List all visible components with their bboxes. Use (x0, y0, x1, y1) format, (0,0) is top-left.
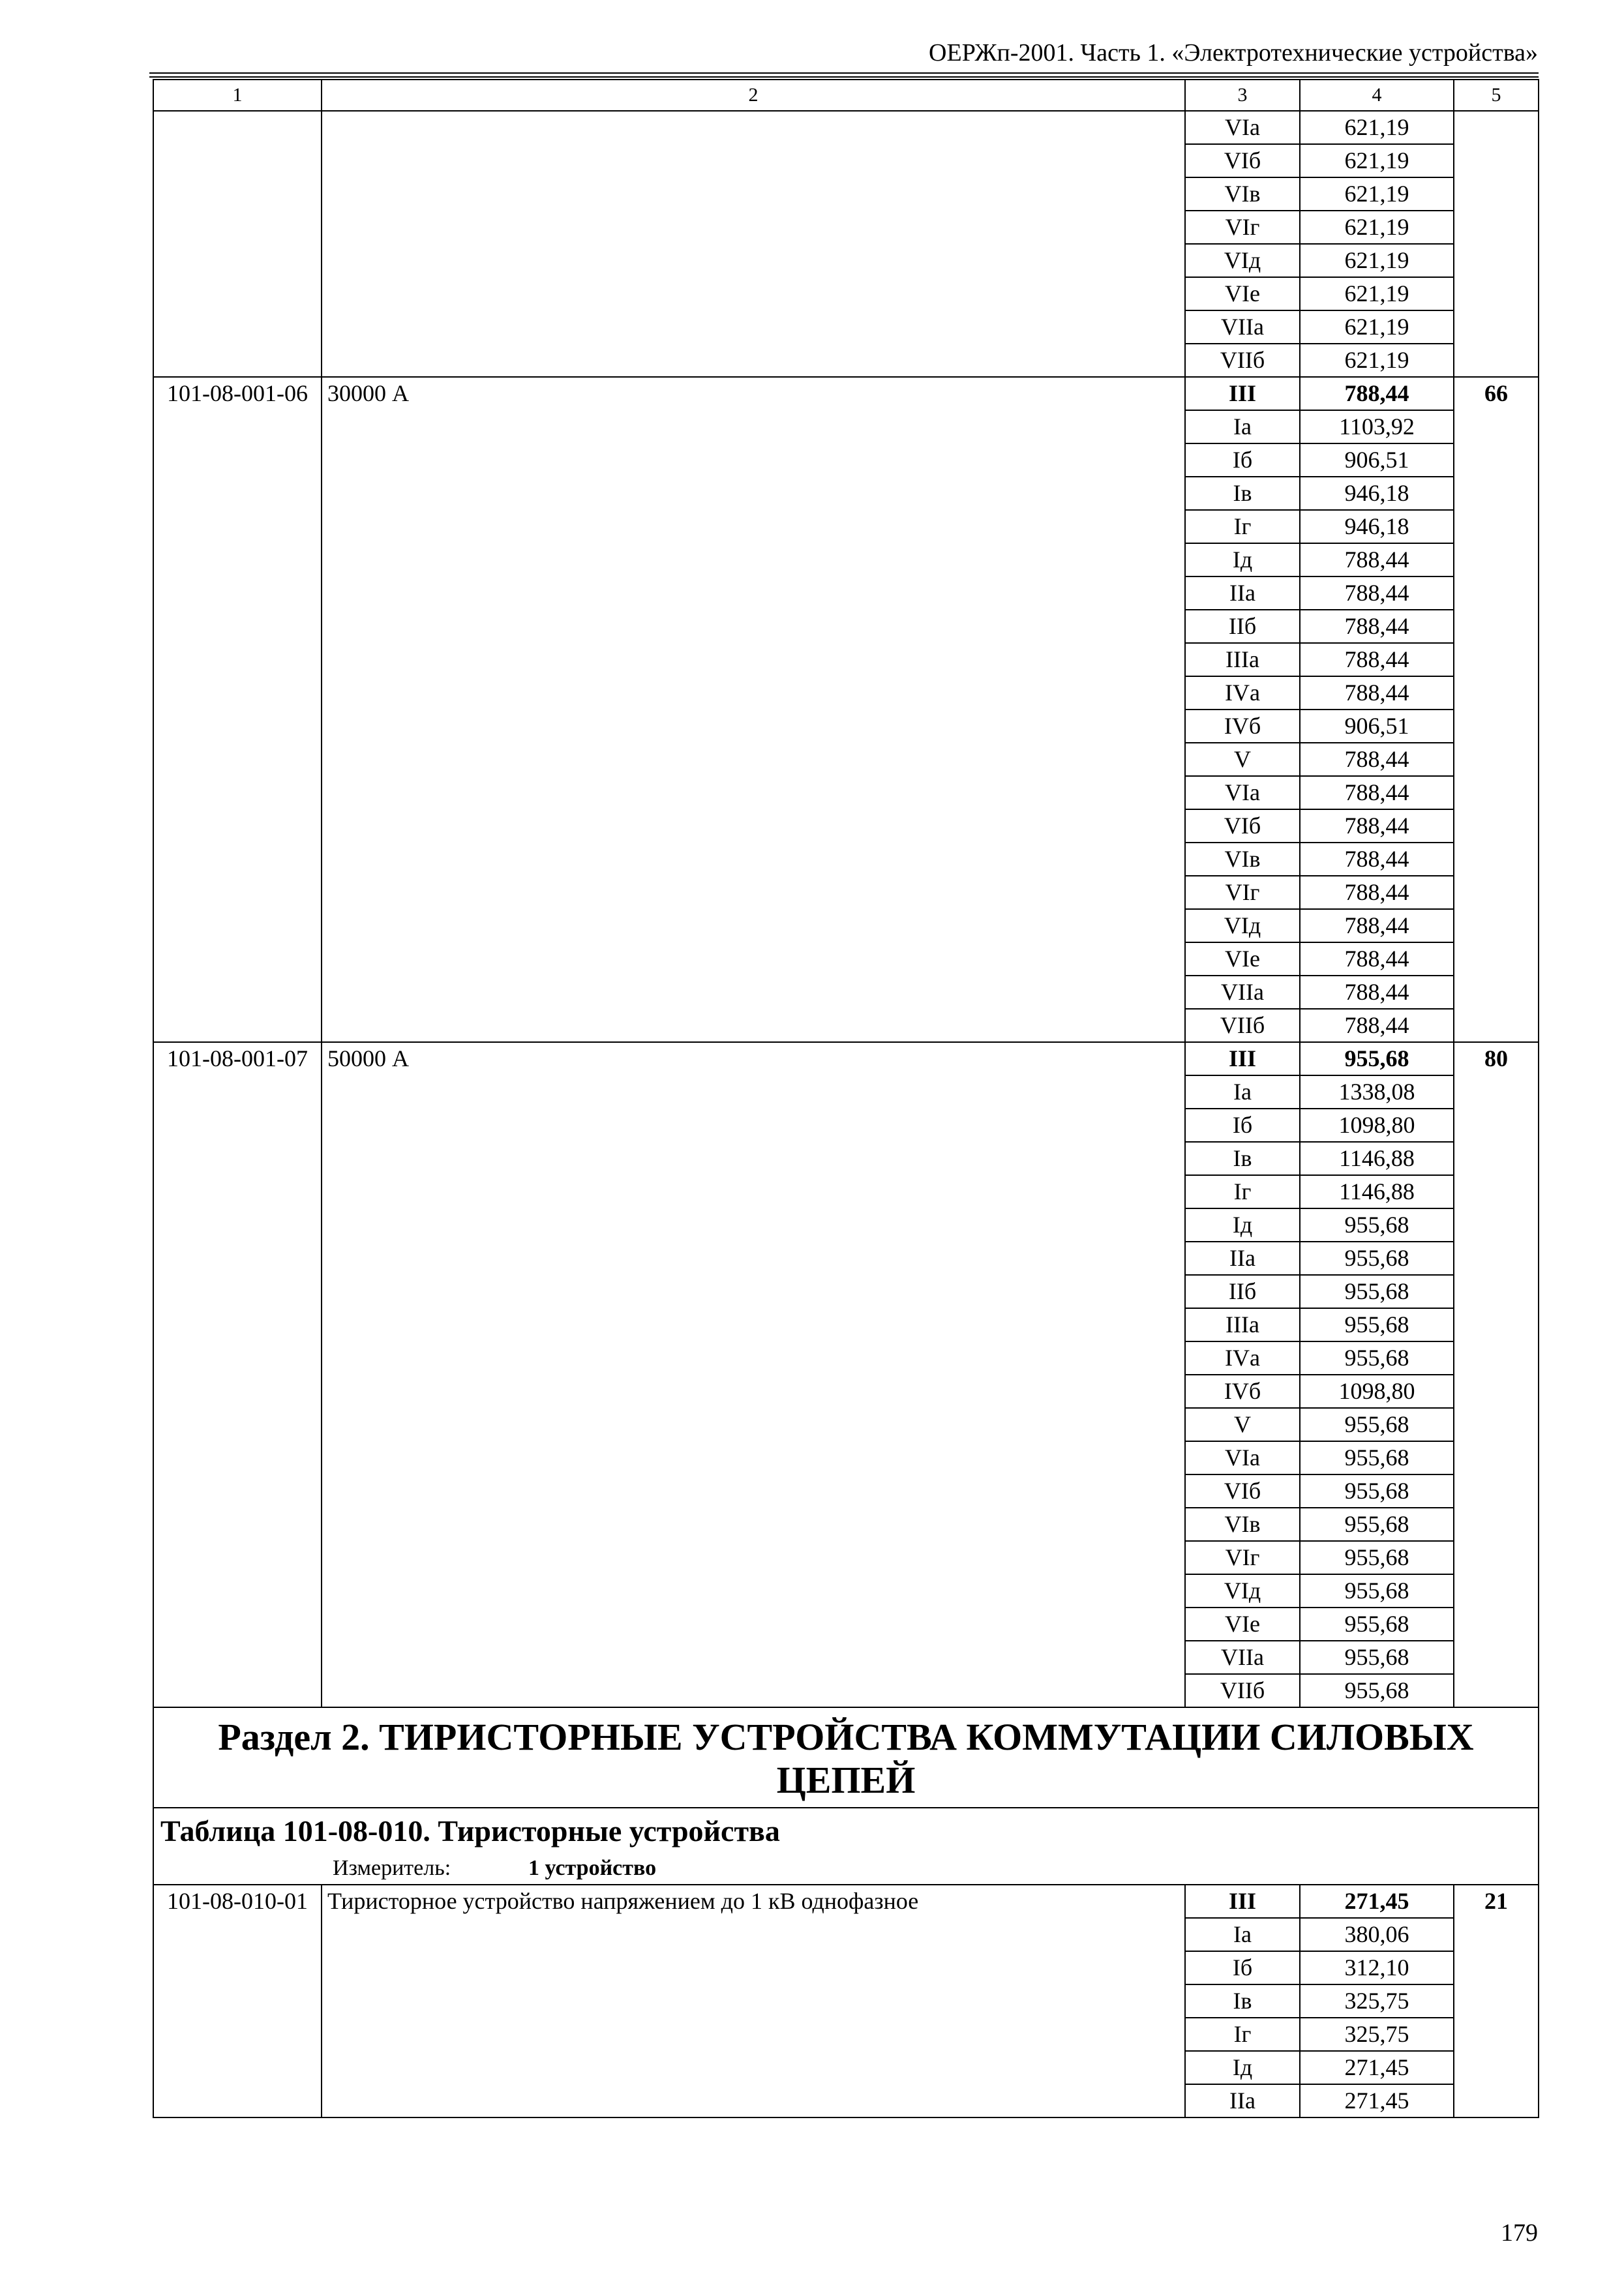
price-value: 788,44 (1300, 610, 1454, 643)
price-value: 906,51 (1300, 710, 1454, 743)
zone-code: VIб (1185, 144, 1300, 177)
zone-code: Iв (1185, 1142, 1300, 1175)
price-value: 955,68 (1300, 1574, 1454, 1608)
price-value: 271,45 (1300, 2084, 1454, 2117)
price-value: 955,68 (1300, 1474, 1454, 1508)
section-row (153, 1707, 1539, 1808)
zone-code: IVа (1185, 1341, 1300, 1375)
price-value: 788,44 (1300, 377, 1454, 410)
price-value: 788,44 (1300, 809, 1454, 843)
price-value: 955,68 (1300, 1541, 1454, 1574)
zone-code: Iа (1185, 410, 1300, 443)
zone-code: VIIб (1185, 344, 1300, 377)
price-value: 1146,88 (1300, 1142, 1454, 1175)
zone-code: VIб (1185, 1474, 1300, 1508)
zone-code: IIб (1185, 1275, 1300, 1308)
column-number: 1 (153, 80, 322, 111)
zone-code: III (1185, 1885, 1300, 1918)
zone-code: Iв (1185, 1984, 1300, 2018)
measure-line (160, 1854, 1531, 1883)
section-title: Раздел 2. ТИРИСТОРНЫЕ УСТРОЙСТВА КОММУТАЦИИ СИЛОВЫХ ЦЕПЕЙ (153, 1707, 1539, 1808)
price-value: 271,45 (1300, 1885, 1454, 1918)
zone-code: VIе (1185, 942, 1300, 976)
zone-code: IIа (1185, 2084, 1300, 2117)
price-value: 955,68 (1300, 1208, 1454, 1242)
rate-name (322, 111, 1185, 377)
rate-name: 30000 А (322, 377, 1185, 1042)
price-value: 955,68 (1300, 1242, 1454, 1275)
price-value: 955,68 (1300, 1341, 1454, 1375)
zone-code: V (1185, 1408, 1300, 1441)
price-value: 788,44 (1300, 942, 1454, 976)
table-title-cell (153, 1808, 1539, 1885)
price-value: 621,19 (1300, 310, 1454, 344)
zone-code: IVб (1185, 1375, 1300, 1408)
price-value: 788,44 (1300, 976, 1454, 1009)
column5-value: 21 (1454, 1885, 1539, 2117)
price-value: 788,44 (1300, 1009, 1454, 1042)
zone-code: VIIб (1185, 1674, 1300, 1707)
price-value: 271,45 (1300, 2051, 1454, 2084)
price-value: 380,06 (1300, 1918, 1454, 1951)
price-value: 621,19 (1300, 277, 1454, 310)
zone-code: Iд (1185, 543, 1300, 576)
rates-table (153, 79, 1539, 2118)
zone-code: III (1185, 1042, 1300, 1075)
header-rule (149, 72, 1539, 74)
zone-code: VIа (1185, 776, 1300, 809)
rates-table-body (153, 80, 1539, 1707)
rates-table-body-2 (153, 1885, 1539, 2117)
rate-code: 101-08-001-06 (153, 377, 322, 1042)
price-value: 621,19 (1300, 344, 1454, 377)
price-value: 312,10 (1300, 1951, 1454, 1984)
price-value: 788,44 (1300, 676, 1454, 710)
zone-code: Iг (1185, 1175, 1300, 1208)
zone-code: Iг (1185, 510, 1300, 543)
zone-code: VIIа (1185, 310, 1300, 344)
price-value: 955,68 (1300, 1042, 1454, 1075)
zone-code: VIг (1185, 876, 1300, 909)
zone-code: VIIа (1185, 976, 1300, 1009)
price-value: 955,68 (1300, 1608, 1454, 1641)
zone-code: IIIа (1185, 1308, 1300, 1341)
price-value: 621,19 (1300, 111, 1454, 144)
zone-code: VIа (1185, 1441, 1300, 1474)
price-value: 621,19 (1300, 211, 1454, 244)
column-number: 4 (1300, 80, 1454, 111)
price-value: 621,19 (1300, 244, 1454, 277)
zone-code: Iб (1185, 1951, 1300, 1984)
zone-code: Iв (1185, 477, 1300, 510)
column-number-row (153, 80, 1539, 111)
price-value: 1338,08 (1300, 1075, 1454, 1109)
price-value: 955,68 (1300, 1441, 1454, 1474)
price-value: 788,44 (1300, 643, 1454, 676)
zone-code: VIв (1185, 177, 1300, 211)
zone-code: Iд (1185, 1208, 1300, 1242)
column-number: 3 (1185, 80, 1300, 111)
price-value: 621,19 (1300, 177, 1454, 211)
price-value: 788,44 (1300, 743, 1454, 776)
zone-code: VIа (1185, 111, 1300, 144)
price-value: 946,18 (1300, 477, 1454, 510)
zone-code: VIд (1185, 244, 1300, 277)
rate-code: 101-08-010-01 (153, 1885, 322, 2117)
table-title-row (153, 1808, 1539, 1885)
price-value: 955,68 (1300, 1674, 1454, 1707)
price-value: 1103,92 (1300, 410, 1454, 443)
column-number: 5 (1454, 80, 1539, 111)
measure-label: Измеритель: (333, 1856, 451, 1880)
rate-name: Тиристорное устройство напряжением до 1 кВ однофазное (322, 1885, 1185, 2117)
zone-code: Iб (1185, 443, 1300, 477)
section-body (153, 1707, 1539, 1885)
zone-code: IIIа (1185, 643, 1300, 676)
price-value: 946,18 (1300, 510, 1454, 543)
price-value: 955,68 (1300, 1641, 1454, 1674)
price-value: 1098,80 (1300, 1109, 1454, 1142)
zone-code: VIв (1185, 1508, 1300, 1541)
zone-code: IIб (1185, 610, 1300, 643)
table-title: Таблица 101-08-010. Тиристорные устройства (160, 1814, 780, 1848)
rate-name: 50000 А (322, 1042, 1185, 1707)
zone-code: VIе (1185, 277, 1300, 310)
zone-code: VIд (1185, 1574, 1300, 1608)
measure-value: 1 устройство (528, 1856, 657, 1880)
table-row (153, 1885, 1539, 1918)
zone-code: Iа (1185, 1918, 1300, 1951)
column5-value (1454, 111, 1539, 377)
price-value: 788,44 (1300, 876, 1454, 909)
price-value: 325,75 (1300, 1984, 1454, 2018)
zone-code: Iб (1185, 1109, 1300, 1142)
zone-code: V (1185, 743, 1300, 776)
price-value: 788,44 (1300, 576, 1454, 610)
column5-value: 80 (1454, 1042, 1539, 1707)
zone-code: VIIб (1185, 1009, 1300, 1042)
running-header: ОЕРЖп-2001. Часть 1. «Электротехнические устройства» (929, 39, 1538, 67)
price-value: 955,68 (1300, 1408, 1454, 1441)
zone-code: VIв (1185, 843, 1300, 876)
zone-code: VIг (1185, 1541, 1300, 1574)
zone-code: VIе (1185, 1608, 1300, 1641)
price-value: 788,44 (1300, 843, 1454, 876)
column5-value: 66 (1454, 377, 1539, 1042)
zone-code: VIг (1185, 211, 1300, 244)
zone-code: VIб (1185, 809, 1300, 843)
price-value: 788,44 (1300, 909, 1454, 942)
zone-code: IIа (1185, 576, 1300, 610)
rate-code: 101-08-001-07 (153, 1042, 322, 1707)
table-row (153, 111, 1539, 144)
zone-code: IVа (1185, 676, 1300, 710)
page-number: 179 (1501, 2219, 1538, 2247)
table-row (153, 1042, 1539, 1075)
zone-code: IVб (1185, 710, 1300, 743)
zone-code: Iг (1185, 2018, 1300, 2051)
price-value: 1146,88 (1300, 1175, 1454, 1208)
zone-code: IIа (1185, 1242, 1300, 1275)
zone-code: VIд (1185, 909, 1300, 942)
price-value: 955,68 (1300, 1308, 1454, 1341)
header-rule (149, 76, 1539, 78)
zone-code: III (1185, 377, 1300, 410)
table-row (153, 377, 1539, 410)
zone-code: Iд (1185, 2051, 1300, 2084)
price-value: 788,44 (1300, 776, 1454, 809)
price-value: 1098,80 (1300, 1375, 1454, 1408)
rate-code (153, 111, 322, 377)
price-value: 621,19 (1300, 144, 1454, 177)
price-value: 955,68 (1300, 1275, 1454, 1308)
column-number: 2 (322, 80, 1185, 111)
price-value: 788,44 (1300, 543, 1454, 576)
zone-code: Iа (1185, 1075, 1300, 1109)
price-value: 906,51 (1300, 443, 1454, 477)
price-value: 325,75 (1300, 2018, 1454, 2051)
zone-code: VIIа (1185, 1641, 1300, 1674)
price-value: 955,68 (1300, 1508, 1454, 1541)
